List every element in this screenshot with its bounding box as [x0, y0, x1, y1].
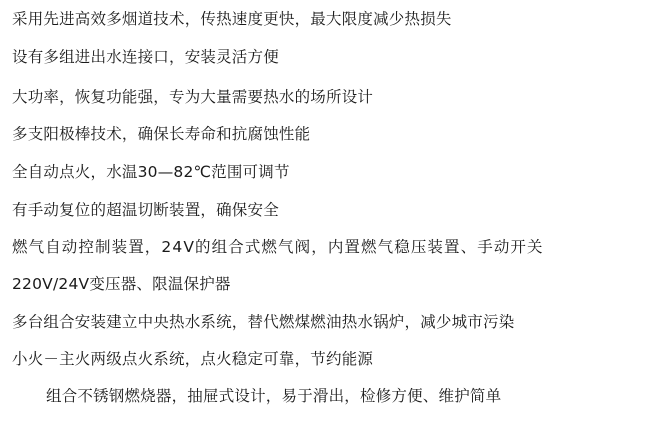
feature-line: 组合不锈钢燃烧器，抽屉式设计，易于滑出，检修方便、维护简单 [46, 387, 502, 405]
feature-line: 220V/24V变压器、限温保护器 [12, 275, 231, 293]
feature-line: 小火－主火两级点火系统，点火稳定可靠，节约能源 [12, 350, 374, 368]
feature-line: 设有多组进出水连接口，安装灵活方便 [12, 48, 279, 66]
feature-line: 大功率，恢复功能强，专为大量需要热水的场所设计 [12, 88, 374, 106]
feature-line: 全自动点火，水温30—82℃范围可调节 [12, 163, 290, 181]
feature-line: 有手动复位的超温切断装置，确保安全 [12, 201, 279, 219]
feature-line: 多支阳极棒技术，确保长寿命和抗腐蚀性能 [12, 125, 311, 143]
feature-line: 多台组合安装建立中央热水系统，替代燃煤燃油热水锅炉，减少城市污染 [12, 313, 515, 331]
feature-line: 采用先进高效多烟道技术，传热速度更快，最大限度减少热损失 [12, 10, 452, 28]
feature-line: 燃气自动控制装置，24V的组合式燃气阀，内置燃气稳压装置、手动开关 [12, 238, 544, 256]
